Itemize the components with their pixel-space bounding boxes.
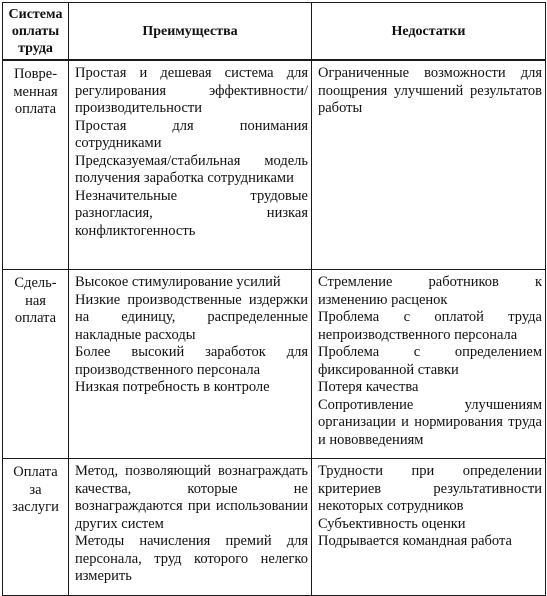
- disadvantages-cell: [312, 270, 546, 459]
- system-name-line: ная: [25, 292, 46, 309]
- header-system-line: оплаты: [11, 23, 60, 39]
- disadvantage-item: Проблема с оплатой труда непроизводственного персонала: [318, 309, 542, 343]
- disadvantage-item: Проблема с определением фиксированной ставки: [318, 344, 542, 378]
- disadvantage-item: Трудности при определении критериев результативности некоторых сотрудников: [318, 463, 542, 514]
- advantage-item: Простая и дешевая система для регулирования эффективности/производительности: [75, 65, 308, 116]
- advantage-item: Более высокий заработок для производственного персонала: [75, 344, 308, 378]
- system-name-line: менная: [13, 83, 58, 100]
- disadvantages-cell: [312, 60, 546, 270]
- advantage-item: Незначительные трудовые разногласия, низкая конфликтогенность: [75, 187, 308, 239]
- row-system-cell: [3, 270, 69, 459]
- advantage-item: Низкие производственные издержки на единицу, распределенные накладные расходы: [75, 291, 308, 343]
- advantage-item: Методы начисления премий для персонала, труд которого нелегко измерить: [75, 533, 308, 584]
- disadvantage-item: Ограниченные возможности для поощрения улучшений результатов работы: [318, 65, 542, 116]
- disadvantage-item: Стремление работников к изменению расценок: [318, 274, 542, 308]
- disadvantage-item: Сопротивление улучшениям организации и нормирования труда и нововведениям: [318, 396, 542, 448]
- table-header: [3, 3, 546, 61]
- header-disadvantages: Недостатки: [312, 3, 546, 61]
- header-system-line: Система: [8, 6, 63, 22]
- system-name-line: оплата: [14, 101, 57, 117]
- table-row: [3, 270, 546, 459]
- header-advantages: Преимущества: [69, 3, 312, 61]
- header-row: [3, 3, 546, 61]
- system-name-line: оплата: [14, 310, 57, 326]
- advantage-item: Метод, позволяющий вознаграждать качества, которые не вознаграждаются при использовании других систем: [75, 463, 308, 532]
- system-name-line: заслуги: [12, 499, 59, 515]
- compensation-systems-table: [2, 2, 546, 596]
- advantage-item: Простая для понимания сотрудниками: [75, 117, 308, 151]
- header-system-line: труда: [18, 40, 53, 56]
- disadvantage-item: Подрывается командная работа: [318, 533, 512, 549]
- row-system-cell: [3, 459, 69, 596]
- row-system-cell: [3, 60, 69, 270]
- header-system: [3, 3, 69, 61]
- system-name-line: за: [29, 481, 42, 498]
- table-row: [3, 60, 546, 270]
- system-name-line: Оплата: [13, 464, 58, 480]
- advantage-item: Предсказуемая/стабильная модель получения заработка сотрудниками: [75, 152, 308, 186]
- system-name-line: Сдель-: [14, 275, 57, 291]
- advantages-cell: [69, 459, 312, 596]
- advantage-item: Низкая потребность в контроле: [75, 379, 270, 395]
- disadvantage-item: Потеря качества: [318, 379, 419, 395]
- disadvantages-cell: [312, 459, 546, 596]
- system-name-line: Повре-: [13, 66, 58, 82]
- advantages-cell: [69, 60, 312, 270]
- advantage-item: Высокое стимулирование усилий: [75, 274, 281, 290]
- disadvantage-item: Субъективность оценки: [318, 515, 466, 532]
- table-row: [3, 459, 546, 596]
- advantages-cell: [69, 270, 312, 459]
